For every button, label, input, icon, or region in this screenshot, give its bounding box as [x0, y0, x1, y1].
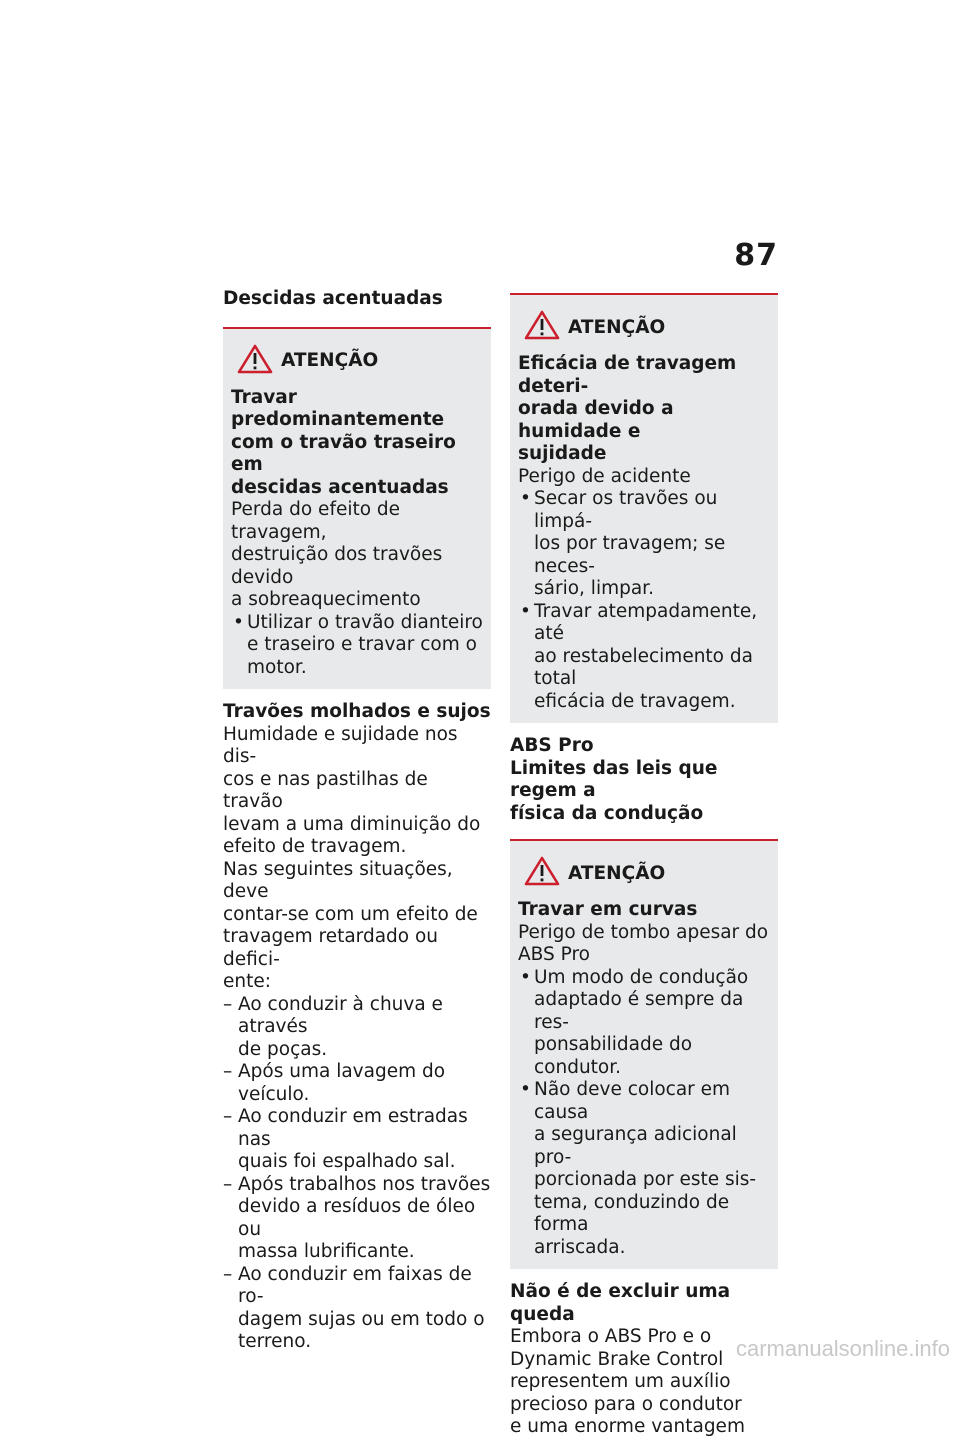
page-number: 87	[734, 238, 778, 273]
warning-description: Perda do efeito de travagem, destruição dos travões devido a sobreaquecimento	[231, 499, 443, 610]
warning-label: ATENÇÃO	[568, 862, 666, 884]
left-column	[223, 288, 491, 1354]
warning-triangle-icon	[524, 856, 560, 890]
warning-title: Eficácia de travagem deteri- orada devido a humidade e sujidade	[518, 353, 737, 464]
warning-bullet: • Não deve colocar em causa a segurança adicional pro- porcionada por este sis- tema, conduzindo de forma arriscada.	[518, 1079, 770, 1259]
list-item: – Ao conduzir à chuva e através de poças.	[223, 994, 491, 1062]
section-heading-travoes: Travões molhados e sujos	[223, 701, 491, 722]
list-item: – Após trabalhos nos travões devido a resíduos de óleo ou massa lubrificante.	[223, 1174, 491, 1264]
section-heading-descidas: Descidas acentuadas	[223, 288, 443, 309]
warning-triangle-icon	[524, 310, 560, 344]
warning-bullet: • Um modo de condução adaptado é sempre da res- ponsabilidade do condutor.	[518, 967, 770, 1080]
warning-box	[223, 327, 491, 690]
list-item: – Ao conduzir em faixas de ro- dagem sujas ou em todo o terreno.	[223, 1264, 491, 1354]
warning-label: ATENÇÃO	[281, 350, 379, 371]
warning-title: Travar em curvas	[518, 899, 698, 920]
warning-bullet: • Travar atempadamente, até ao restabelecimento da total eficácia de travagem.	[518, 601, 770, 714]
footer-watermark: carmanualsonline.info	[735, 1336, 950, 1361]
warning-header	[524, 857, 770, 889]
paragraph: Embora o ABS Pro e o Dynamic Brake Control representem um auxílio precioso para o condutor e uma enorme vantagem	[510, 1326, 745, 1437]
warning-triangle-icon	[237, 344, 273, 378]
right-column	[510, 293, 778, 1439]
warning-header	[524, 311, 770, 343]
warning-title: Travar predominantemente com o travão traseiro em descidas acentuadas	[231, 386, 456, 498]
paragraph: Nas seguintes situações, deve contar-se com um efeito de travagem retardado ou defici- ente:	[223, 858, 478, 992]
paragraph: Humidade e sujidade nos dis- cos e nas pastilhas de travão levam a uma diminuição do efeito de travagem.	[223, 723, 481, 857]
warning-description: Perigo de acidente	[518, 465, 691, 487]
warning-header	[237, 345, 483, 377]
list-item: – Ao conduzir em estradas nas quais foi espalhado sal.	[223, 1106, 491, 1174]
warning-box	[510, 293, 778, 723]
warning-label: ATENÇÃO	[568, 316, 666, 338]
section-heading-abs-pro: ABS Pro Limites das leis que regem a física da condução	[510, 735, 718, 824]
section-heading-queda: Não é de excluir uma queda	[510, 1281, 731, 1325]
warning-box	[510, 839, 778, 1269]
warning-bullet: • Utilizar o travão dianteiro e traseiro e travar com o motor.	[231, 612, 483, 680]
warning-bullet: • Secar os travões ou limpá- los por travagem; se neces- sário, limpar.	[518, 488, 770, 601]
list-item: – Após uma lavagem do veículo.	[223, 1061, 491, 1106]
warning-description: Perigo de tombo apesar do ABS Pro	[518, 921, 769, 965]
